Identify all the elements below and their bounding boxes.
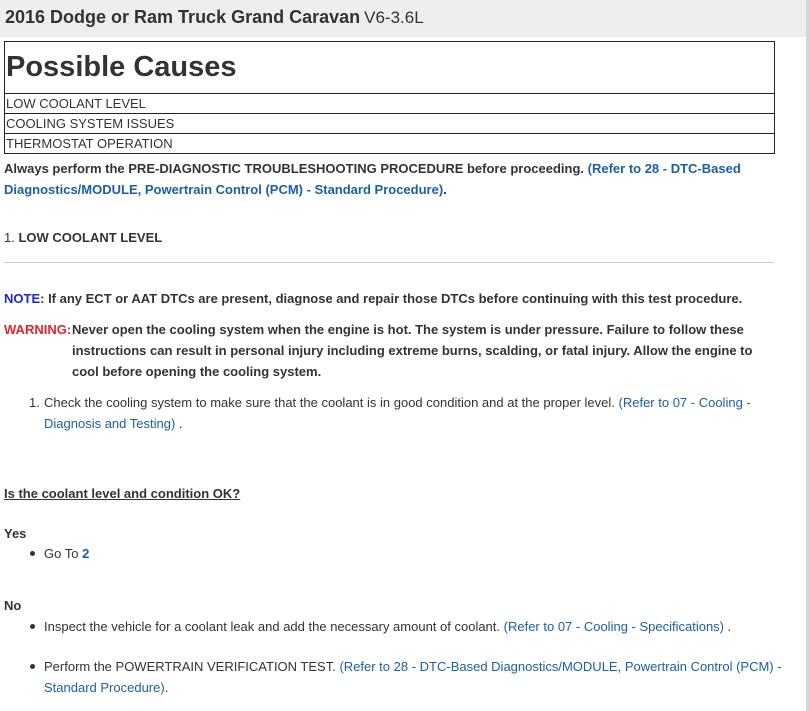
divider <box>4 262 774 263</box>
no-item-1-end: . <box>724 619 732 634</box>
possible-causes-table <box>4 41 775 154</box>
instruction-number: 1. <box>29 395 40 410</box>
warning-label: WARNING: <box>4 322 72 337</box>
page-title <box>5 7 424 28</box>
possible-causes-heading: Possible Causes <box>5 42 775 94</box>
intro-period: . <box>443 182 447 197</box>
cause-row: LOW COOLANT LEVEL <box>5 94 775 114</box>
yes-item <box>44 543 89 564</box>
note-block <box>4 288 784 309</box>
step-title: LOW COOLANT LEVEL <box>18 230 163 245</box>
verification-procedure-link[interactable]: (Refer to 28 - DTC-Based Diagnostics/MODULE, Powertrain Control (PCM) - Standard Procedure) <box>44 659 782 695</box>
instruction-end: . <box>175 416 183 431</box>
question-heading: Is the coolant level and condition OK? <box>4 486 241 501</box>
no-item-2-text: Perform the POWERTRAIN VERIFICATION TEST. <box>44 659 336 674</box>
goto-text: Go To <box>44 546 79 561</box>
instruction-text: Check the cooling system to make sure that the coolant is in good condition and at the proper level. <box>44 395 615 410</box>
pre-diagnostic-instruction <box>4 158 774 200</box>
warning-text: Never open the cooling system when the engine is hot. The system is under pressure. Failure to follow these instructions can result in personal injury including extreme burns, scalding, or fatal injury. Allow the engine to cool before opening the cooling system. <box>72 322 753 379</box>
bullet-icon <box>30 551 35 556</box>
cause-row: THERMOSTAT OPERATION <box>5 134 775 154</box>
cause-row: COOLING SYSTEM ISSUES <box>5 114 775 134</box>
pcm-procedure-link[interactable]: (Refer to 28 - DTC-Based Diagnostics/MODULE, Powertrain Control (PCM) - Standard Procedure) <box>4 161 741 197</box>
note-label: NOTE <box>4 291 41 306</box>
cooling-specifications-link[interactable]: (Refer to 07 - Cooling - Specifications) <box>503 619 725 634</box>
note-text: : If any ECT or AAT DTCs are present, diagnose and repair those DTCs before continuing with this test procedure. <box>40 291 743 306</box>
bullet-icon <box>30 664 35 669</box>
no-item-1-text: Inspect the vehicle for a coolant leak and add the necessary amount of coolant. <box>44 619 501 634</box>
no-item-2 <box>44 656 784 698</box>
no-item-2-end: . <box>164 680 169 695</box>
bullet-icon <box>30 624 35 629</box>
no-item-1 <box>44 616 744 637</box>
yes-label: Yes <box>4 526 27 541</box>
instruction-item <box>44 392 774 434</box>
cooling-diagnosis-link[interactable]: (Refer to 07 - Cooling - Diagnosis and Testing) <box>44 395 751 431</box>
engine-label: V6-3.6L <box>364 8 424 27</box>
step-number: 1. <box>4 230 15 245</box>
header-bar <box>0 0 809 37</box>
no-label: No <box>4 598 22 613</box>
goto-step-link[interactable]: 2 <box>82 546 90 561</box>
intro-text: Always perform the PRE-DIAGNOSTIC TROUBLESHOOTING PROCEDURE before proceeding. <box>4 161 585 176</box>
vehicle-title: 2016 Dodge or Ram Truck Grand Caravan <box>5 7 361 27</box>
step-heading <box>4 230 162 245</box>
